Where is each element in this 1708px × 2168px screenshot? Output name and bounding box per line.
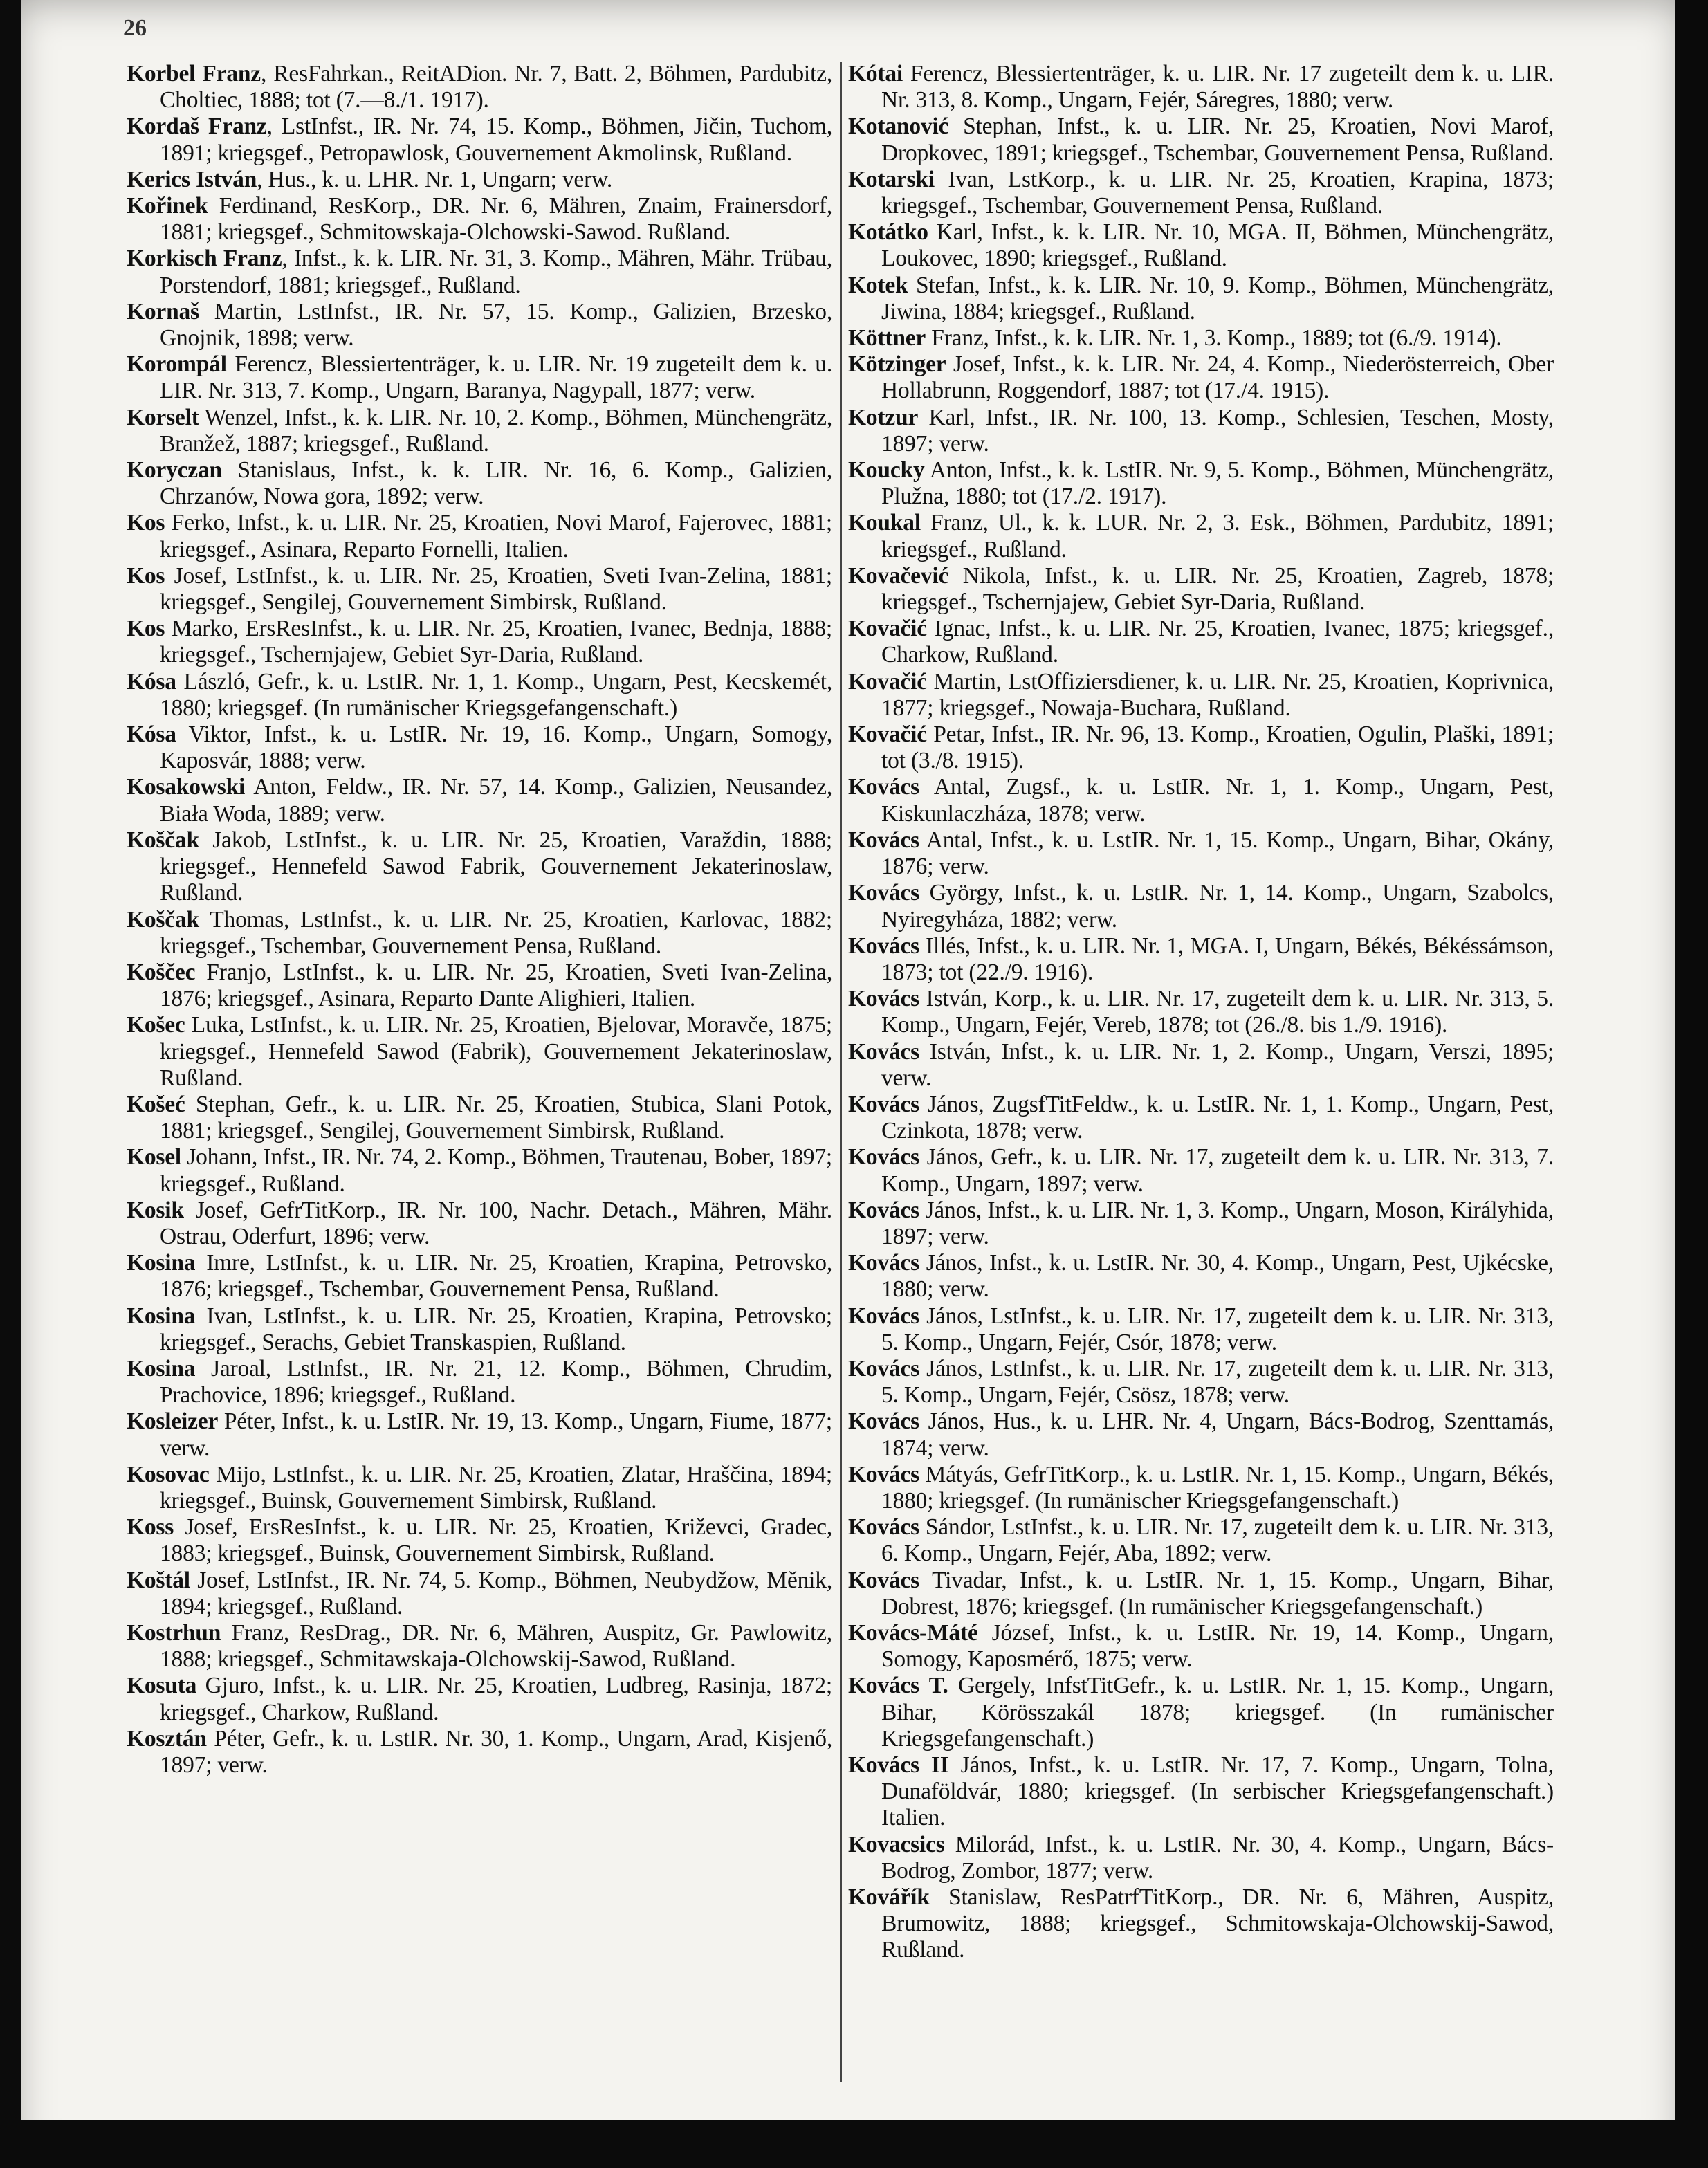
register-entry [848, 616, 1554, 668]
entry-details: Ignac, Infst., k. u. LIR. Nr. 25, Kroatien, Ivanec, 1875; kriegsgef., Charkow, Rußland. [881, 616, 1554, 668]
entry-details: Franz, Infst., k. k. LIR. Nr. 1, 3. Komp., 1889; tot (6./9. 1914). [926, 325, 1502, 351]
entry-details: Antal, Zugsf., k. u. LstIR. Nr. 1, 1. Komp., Ungarn, Pest, Kiskunlaczháza, 1878; verw. [881, 774, 1554, 827]
entry-details: Wenzel, Infst., k. k. LIR. Nr. 10, 2. Komp., Böhmen, Münchengrätz, Branžež, 1887; kriegsgef., Rußland. [160, 404, 832, 457]
register-entry [848, 351, 1554, 404]
register-entry [848, 1752, 1554, 1832]
entry-details: Gergely, InfstTitGefr., k. u. LstIR. Nr. 1, 15. Komp., Ungarn, Bihar, Körösszakál 1878; kriegsgef. (In rumänischer Kriegsgefangenschaft.) [881, 1673, 1554, 1752]
entry-details: Mátyás, GefrTitKorp., k. u. LstIR. Nr. 1, 15. Komp., Ungarn, Békés, 1880; kriegsgef. (In rumänischer Kriegsgefangenschaft.) [881, 1461, 1554, 1514]
entry-surname: Kovács [848, 1355, 920, 1381]
entry-surname: Kotanović [848, 113, 949, 140]
register-entry [127, 1144, 832, 1197]
register-entry [848, 1620, 1554, 1673]
entry-details: Viktor, Infst., k. u. LstIR. Nr. 19, 16. Komp., Ungarn, Somogy, Kaposvár, 1888; verw. [160, 722, 832, 774]
entry-surname: Kosel [127, 1144, 182, 1170]
entry-surname: Kovács T. [848, 1673, 948, 1699]
entry-details: Martin, LstOffiziersdiener, k. u. LIR. Nr. 25, Kroatien, Koprivnica, 1877; kriegsgef., Nowaja-Buchara, Rußland. [881, 668, 1554, 721]
register-entry [848, 325, 1554, 351]
register-entry [848, 61, 1554, 113]
entry-surname: Kosina [127, 1303, 196, 1329]
entry-details: János, Infst., k. u. LstIR. Nr. 17, 7. Komp., Ungarn, Tolna, Dunaföldvár, 1880; kriegsgef. (In serbischer Kriegsgefangenschaft.) Italien. [881, 1752, 1554, 1831]
register-entry [127, 1250, 832, 1303]
register-entry [848, 457, 1554, 510]
entry-details: Jakob, LstInfst., k. u. LIR. Nr. 25, Kroatien, Varaždin, 1888; kriegsgef., Hennefeld Sawod Fabrik, Gouvernement Jekaterinoslaw, Rußland. [160, 827, 832, 906]
entry-surname: Köttner [848, 325, 926, 351]
entry-details: Ivan, LstKorp., k. u. LIR. Nr. 25, Kroatien, Krapina, 1873; kriegsgef., Tschembar, Gouvernement Pensa, Rußland. [881, 166, 1554, 219]
entry-surname: Kovács [848, 1408, 920, 1435]
entry-details: , Infst., k. k. LIR. Nr. 31, 3. Komp., Mähren, Mähr. Trübau, Porstendorf, 1881; kriegsgef., Rußland. [160, 246, 833, 298]
register-entry [127, 563, 832, 616]
entry-surname: Kornaš [127, 298, 199, 324]
register-entry [848, 167, 1554, 219]
entry-details: Jaroal, LstInfst., IR. Nr. 21, 12. Komp., Böhmen, Chrudim, Prachovice, 1896; kriegsgef., Rußland. [160, 1355, 832, 1408]
entry-surname: Kosovac [127, 1461, 210, 1487]
entry-details: , Hus., k. u. LHR. Nr. 1, Ungarn; verw. [257, 166, 613, 192]
entry-details: Karl, Infst., IR. Nr. 100, 13. Komp., Schlesien, Teschen, Mosty, 1897; verw. [881, 404, 1554, 457]
register-entry [848, 669, 1554, 722]
entry-details: Anton, Infst., k. k. LstIR. Nr. 9, 5. Komp., Böhmen, Münchengrätz, Plužna, 1880; tot (17./2. 1917). [881, 457, 1554, 510]
entry-details: , ResFahrkan., ReitADion. Nr. 7, Batt. 2, Böhmen, Pardubitz, Choltiec, 1888; tot (7.—8./1. 1917). [160, 61, 832, 113]
entry-surname: Koštál [127, 1567, 190, 1593]
register-entry [127, 1514, 832, 1567]
entry-details: Luka, LstInfst., k. u. LIR. Nr. 25, Kroatien, Bjelovar, Moravče, 1875; kriegsgef., Hennefeld Sawod (Fabrik), Gouvernement Jekaterinoslaw, Rußland. [160, 1012, 832, 1091]
register-entry [848, 1673, 1554, 1752]
entry-surname: Kovářík [848, 1884, 930, 1911]
left-column [127, 61, 832, 1779]
entry-details: Thomas, LstInfst., k. u. LIR. Nr. 25, Kroatien, Karlovac, 1882; kriegsgef., Tschembar, Gouvernement Pensa, Rußland. [160, 906, 832, 959]
entry-surname: Kovács-Máté [848, 1619, 978, 1646]
entry-details: Ferencz, Blessiertenträger, k. u. LIR. Nr. 19 zugeteilt dem k. u. LIR. Nr. 313, 7. Komp., Ungarn, Baranya, Nagypall, 1877; verw. [160, 351, 832, 404]
entry-details: János, LstInfst., k. u. LIR. Nr. 17, zugeteilt dem k. u. LIR. Nr. 313, 5. Komp., Ungarn, Fejér, Csór, 1878; verw. [881, 1303, 1554, 1355]
register-entry [127, 1408, 832, 1461]
entry-details: Sándor, LstInfst., k. u. LIR. Nr. 17, zugeteilt dem k. u. LIR. Nr. 313, 6. Komp., Ungarn, Fejér, Aba, 1892; verw. [881, 1514, 1554, 1567]
register-entry [848, 219, 1554, 272]
entry-details: Stephan, Gefr., k. u. LIR. Nr. 25, Kroatien, Stubica, Slani Potok, 1881; kriegsgef., Sengilej, Gouvernement Simbirsk, Rußland. [160, 1091, 832, 1144]
entry-surname: Kosuta [127, 1673, 197, 1699]
register-entry [127, 1462, 832, 1514]
register-entry [848, 1832, 1554, 1884]
entry-surname: Kovács II [848, 1752, 949, 1778]
entry-surname: Korompál [127, 351, 227, 378]
entry-details: Milorád, Infst., k. u. LstIR. Nr. 30, 4. Komp., Ungarn, Bács-Bodrog, Zombor, 1877; verw. [881, 1831, 1554, 1884]
entry-details: Ivan, LstInfst., k. u. LIR. Nr. 25, Kroatien, Krapina, Petrovsko; kriegsgef., Serachs, Gebiet Transkaspien, Rußland. [160, 1303, 832, 1355]
right-column [848, 61, 1554, 1964]
entry-surname: Kosik [127, 1197, 184, 1223]
entry-surname: Kótai [848, 61, 903, 86]
register-entry [848, 273, 1554, 325]
entry-surname: Kovács [848, 1038, 920, 1065]
entry-surname: Košeć [127, 1091, 185, 1117]
register-entry [127, 193, 832, 246]
entry-surname: Kosakowski [127, 774, 246, 800]
register-entry [127, 669, 832, 722]
entry-details: Franjo, LstInfst., k. u. LIR. Nr. 25, Kroatien, Sveti Ivan-Zelina, 1876; kriegsgef., Asinara, Reparto Dante Alighieri, Italien. [160, 959, 832, 1012]
entry-details: , LstInfst., IR. Nr. 74, 15. Komp., Böhmen, Jičin, Tuchom, 1891; kriegsgef., Petropawlosk, Gouvernement Akmolinsk, Rußland. [160, 113, 833, 166]
register-entry [848, 933, 1554, 986]
entry-surname: Kovács [848, 1514, 920, 1541]
entry-surname: Kosina [127, 1355, 196, 1381]
entry-surname: Kordaš Franz [127, 113, 267, 140]
register-entry [127, 1356, 832, 1408]
register-entry [127, 167, 832, 193]
register-entry [127, 827, 832, 907]
entry-surname: Kovács [848, 827, 920, 853]
entry-details: Stanislaus, Infst., k. k. LIR. Nr. 16, 6. Komp., Galizien, Chrzanów, Nowa gora, 1892; verw. [160, 457, 832, 510]
entry-details: János, Infst., k. u. LstIR. Nr. 30, 4. Komp., Ungarn, Pest, Ujkécske, 1880; verw. [881, 1250, 1554, 1303]
entry-details: Péter, Gefr., k. u. LstIR. Nr. 30, 1. Komp., Ungarn, Arad, Kisjenő, 1897; verw. [160, 1725, 832, 1778]
entry-details: István, Korp., k. u. LIR. Nr. 17, zugeteilt dem k. u. LIR. Nr. 313, 5. Komp., Ungarn, Fejér, Vereb, 1878; tot (26./8. bis 1./9. 1916). [881, 986, 1554, 1038]
register-entry [848, 774, 1554, 827]
entry-details: Stanislaw, ResPatrfTitKorp., DR. Nr. 6, Mähren, Auspitz, Brumowitz, 1888; kriegsgef., Schmitowskaja-Olchowskij-Sawod, Rußland. [881, 1884, 1554, 1963]
register-entry [127, 113, 832, 166]
entry-surname: Kovács [848, 880, 920, 906]
entry-details: József, Infst., k. u. LstIR. Nr. 19, 14. Komp., Ungarn, Somogy, Kaposmérő, 1875; verw. [881, 1619, 1554, 1673]
register-entry [127, 1726, 832, 1779]
entry-surname: Kovács [848, 1250, 920, 1276]
register-entry [848, 1408, 1554, 1461]
register-entry [127, 774, 832, 827]
register-entry [848, 1568, 1554, 1620]
entry-surname: Kotarski [848, 166, 935, 192]
register-entry [848, 1514, 1554, 1567]
entry-surname: Kovács [848, 933, 920, 959]
entry-surname: Kos [127, 562, 165, 589]
entry-details: Antal, Infst., k. u. LstIR. Nr. 1, 15. Komp., Ungarn, Bihar, Okány, 1876; verw. [881, 827, 1554, 880]
entry-details: Imre, LstInfst., k. u. LIR. Nr. 25, Kroatien, Krapina, Petrovsko, 1876; kriegsgef., Tschembar, Gouvernement Pensa, Rußland. [160, 1250, 832, 1303]
entry-surname: Kötzinger [848, 351, 946, 378]
entry-surname: Kovacsics [848, 1831, 945, 1857]
register-entry [127, 351, 832, 404]
entry-details: Anton, Feldw., IR. Nr. 57, 14. Komp., Galizien, Neusandez, Biała Woda, 1889; verw. [160, 774, 832, 827]
entry-details: Ferko, Infst., k. u. LIR. Nr. 25, Kroatien, Novi Marof, Fajerovec, 1881; kriegsgef., Asinara, Reparto Fornelli, Italien. [160, 510, 832, 562]
register-entry [127, 907, 832, 959]
entry-details: Gjuro, Infst., k. u. LIR. Nr. 25, Kroatien, Ludbreg, Rasinja, 1872; kriegsgef., Charkow, Rußland. [160, 1673, 832, 1725]
register-entry [848, 827, 1554, 880]
entry-surname: Kotátko [848, 219, 928, 246]
entry-details: Petar, Infst., IR. Nr. 96, 13. Komp., Kroatien, Ogulin, Plaški, 1891; tot (3./8. 1915). [881, 722, 1554, 774]
register-entry [848, 1884, 1554, 1964]
entry-details: Tivadar, Infst., k. u. LstIR. Nr. 1, 15. Komp., Ungarn, Bihar, Dobrest, 1876; kriegsgef. (In rumänischer Kriegsgefangenschaft.) [881, 1567, 1554, 1619]
register-entry [127, 1012, 832, 1092]
entry-surname: Kotzur [848, 404, 919, 430]
entry-details: László, Gefr., k. u. LstIR. Nr. 1, 1. Komp., Ungarn, Pest, Kecskemét, 1880; kriegsgef. (In rumänischer Kriegsgefangenschaft.) [160, 668, 832, 721]
entry-surname: Kosztán [127, 1725, 207, 1752]
entry-surname: Koščec [127, 959, 196, 985]
register-entry [848, 563, 1554, 616]
entry-surname: Korbel Franz [127, 61, 261, 86]
entry-surname: Kovačić [848, 722, 927, 748]
entry-details: Johann, Infst., IR. Nr. 74, 2. Komp., Böhmen, Trautenau, Bober, 1897; kriegsgef., Rußland. [160, 1144, 832, 1197]
register-entry [848, 510, 1554, 562]
entry-details: János, Gefr., k. u. LIR. Nr. 17, zugeteilt dem k. u. LIR. Nr. 313, 7. Komp., Ungarn, 1897; verw. [881, 1144, 1554, 1197]
entry-details: Stephan, Infst., k. u. LIR. Nr. 25, Kroatien, Novi Marof, Dropkovec, 1891; kriegsgef., Tschembar, Gouvernement Pensa, Rußland. [881, 113, 1554, 166]
entry-surname: Kotek [848, 272, 908, 298]
entry-surname: Kovačić [848, 668, 927, 695]
entry-details: Karl, Infst., k. k. LIR. Nr. 10, MGA. II, Böhmen, Münchengrätz, Loukovec, 1890; kriegsgef., Rußland. [881, 219, 1554, 272]
entry-details: Franz, ResDrag., DR. Nr. 6, Mähren, Auspitz, Gr. Pawlowitz, 1888; kriegsgef., Schmitawskaja-Olchowskij-Sawod, Rußland. [160, 1619, 832, 1673]
entry-details: Mijo, LstInfst., k. u. LIR. Nr. 25, Kroatien, Zlatar, Hraščina, 1894; kriegsgef., Buinsk, Gouvernement Simbirsk, Rußland. [160, 1461, 832, 1514]
entry-surname: Kosleizer [127, 1408, 219, 1435]
entry-details: Martin, LstInfst., IR. Nr. 57, 15. Komp., Galizien, Brzesko, Gnojnik, 1898; verw. [160, 298, 832, 351]
register-entry [127, 959, 832, 1012]
register-entry [127, 1092, 832, 1144]
register-entry [848, 1039, 1554, 1092]
entry-details: János, LstInfst., k. u. LIR. Nr. 17, zugeteilt dem k. u. LIR. Nr. 313, 5. Komp., Ungarn, Fejér, Csösz, 1878; verw. [881, 1355, 1554, 1408]
entry-surname: Kovács [848, 986, 920, 1012]
column-divider [840, 62, 842, 2082]
entry-surname: Kovács [848, 1091, 920, 1117]
scan-edge-left [0, 0, 21, 2168]
entry-details: Marko, ErsResInfst., k. u. LIR. Nr. 25, Kroatien, Ivanec, Bednja, 1888; kriegsgef., Tschernjajew, Gebiet Syr-Daria, Rußland. [160, 616, 832, 668]
register-entry [848, 1303, 1554, 1356]
entry-surname: Kos [127, 510, 165, 536]
entry-surname: Koščak [127, 906, 199, 933]
entry-details: István, Infst., k. u. LIR. Nr. 1, 2. Komp., Ungarn, Verszi, 1895; verw. [881, 1038, 1554, 1091]
entry-details: Josef, Infst., k. k. LIR. Nr. 24, 4. Komp., Niederösterreich, Ober Hollabrunn, Roggendorf, 1887; tot (17./4. 1915). [881, 351, 1554, 404]
register-entry [127, 1620, 832, 1673]
entry-details: Nikola, Infst., k. u. LIR. Nr. 25, Kroatien, Zagreb, 1878; kriegsgef., Tschernjajew, Gebiet Syr-Daria, Rußland. [881, 562, 1554, 616]
entry-details: János, Hus., k. u. LHR. Nr. 4, Ungarn, Bács-Bodrog, Szenttamás, 1874; verw. [881, 1408, 1554, 1461]
entry-details: Stefan, Infst., k. k. LIR. Nr. 10, 9. Komp., Böhmen, Münchengrätz, Jiwina, 1884; kriegsgef., Rußland. [881, 272, 1554, 324]
entry-details: János, Infst., k. u. LIR. Nr. 1, 3. Komp., Ungarn, Moson, Királyhida, 1897; verw. [881, 1197, 1554, 1249]
entry-surname: Kerics István [127, 166, 257, 192]
register-entry [127, 1568, 832, 1620]
register-entry [848, 880, 1554, 933]
register-entry [848, 986, 1554, 1038]
entry-details: Josef, LstInfst., k. u. LIR. Nr. 25, Kroatien, Sveti Ivan-Zelina, 1881; kriegsgef., Sengilej, Gouvernement Simbirsk, Rußland. [160, 562, 832, 616]
entry-surname: Koucky [848, 457, 925, 484]
entry-surname: Kovačević [848, 562, 949, 589]
register-entry [127, 246, 832, 298]
scanned-page [12, 0, 1687, 2168]
entry-surname: Koryczan [127, 457, 222, 484]
entry-details: György, Infst., k. u. LstIR. Nr. 1, 14. Komp., Ungarn, Szabolcs, Nyiregyháza, 1882; verw. [881, 880, 1554, 933]
entry-surname: Kósa [127, 722, 176, 748]
entry-surname: Košec [127, 1012, 185, 1038]
register-entry [127, 1303, 832, 1356]
entry-surname: Korselt [127, 404, 199, 430]
register-entry [127, 405, 832, 457]
entry-details: Ferencz, Blessiertenträger, k. u. LIR. Nr. 17 zugeteilt dem k. u. LIR. Nr. 313, 8. Komp., Ungarn, Fejér, Sáregres, 1880; verw. [881, 61, 1554, 113]
entry-surname: Kostrhun [127, 1619, 221, 1646]
entry-details: János, ZugsfTitFeldw., k. u. LstIR. Nr. 1, 1. Komp., Ungarn, Pest, Czinkota, 1878; verw. [881, 1091, 1554, 1144]
register-entry [848, 1462, 1554, 1514]
register-entry [127, 457, 832, 510]
entry-details: Josef, GefrTitKorp., IR. Nr. 100, Nachr. Detach., Mähren, Mähr. Ostrau, Oderfurt, 1896; verw. [160, 1197, 832, 1249]
scan-edge-right [1675, 0, 1708, 2168]
scan-edge-bottom [0, 2120, 1708, 2168]
register-entry [127, 299, 832, 351]
register-entry [848, 113, 1554, 166]
entry-details: Josef, ErsResInfst., k. u. LIR. Nr. 25, Kroatien, Križevci, Gradec, 1883; kriegsgef., Buinsk, Gouvernement Simbirsk, Rußland. [160, 1514, 832, 1567]
register-entry [848, 1092, 1554, 1144]
entry-surname: Kovács [848, 1197, 920, 1223]
register-entry [127, 1197, 832, 1250]
register-entry [848, 405, 1554, 457]
register-entry [848, 1356, 1554, 1408]
register-entry [127, 1673, 832, 1725]
register-entry [127, 61, 832, 113]
entry-surname: Kořinek [127, 193, 208, 219]
register-entry [848, 722, 1554, 774]
entry-surname: Kovács [848, 1303, 920, 1329]
entry-surname: Kosina [127, 1250, 196, 1276]
entry-surname: Kovács [848, 1461, 920, 1487]
entry-surname: Kósa [127, 668, 176, 695]
entry-surname: Kovács [848, 1144, 920, 1170]
entry-details: Josef, LstInfst., IR. Nr. 74, 5. Komp., Böhmen, Neubydžow, Měnik, 1894; kriegsgef., Rußland. [160, 1567, 832, 1619]
entry-details: Illés, Infst., k. u. LIR. Nr. 1, MGA. I, Ungarn, Békés, Békéssámson, 1873; tot (22./9. 1916). [881, 933, 1554, 985]
entry-surname: Kos [127, 616, 165, 642]
entry-details: Franz, Ul., k. k. LUR. Nr. 2, 3. Esk., Böhmen, Pardubitz, 1891; kriegsgef., Rußland. [881, 510, 1554, 562]
entry-surname: Koss [127, 1514, 174, 1541]
register-entry [127, 722, 832, 774]
entry-surname: Kovács [848, 1567, 920, 1593]
entry-surname: Kovács [848, 774, 920, 800]
entry-surname: Koščak [127, 827, 199, 853]
entry-surname: Korkisch Franz [127, 246, 282, 272]
register-entry [848, 1144, 1554, 1197]
register-entry [127, 616, 832, 668]
entry-details: Péter, Infst., k. u. LstIR. Nr. 19, 13. Komp., Ungarn, Fiume, 1877; verw. [160, 1408, 832, 1461]
entry-surname: Koukal [848, 510, 921, 536]
entry-surname: Kovačić [848, 616, 927, 642]
page-number: 26 [123, 15, 147, 41]
entry-details: Ferdinand, ResKorp., DR. Nr. 6, Mähren, Znaim, Frainersdorf, 1881; kriegsgef., Schmitowskaja-Olchowski-Sawod. Rußland. [160, 193, 832, 246]
register-entry [848, 1250, 1554, 1303]
register-entry [127, 510, 832, 562]
register-entry [848, 1197, 1554, 1250]
